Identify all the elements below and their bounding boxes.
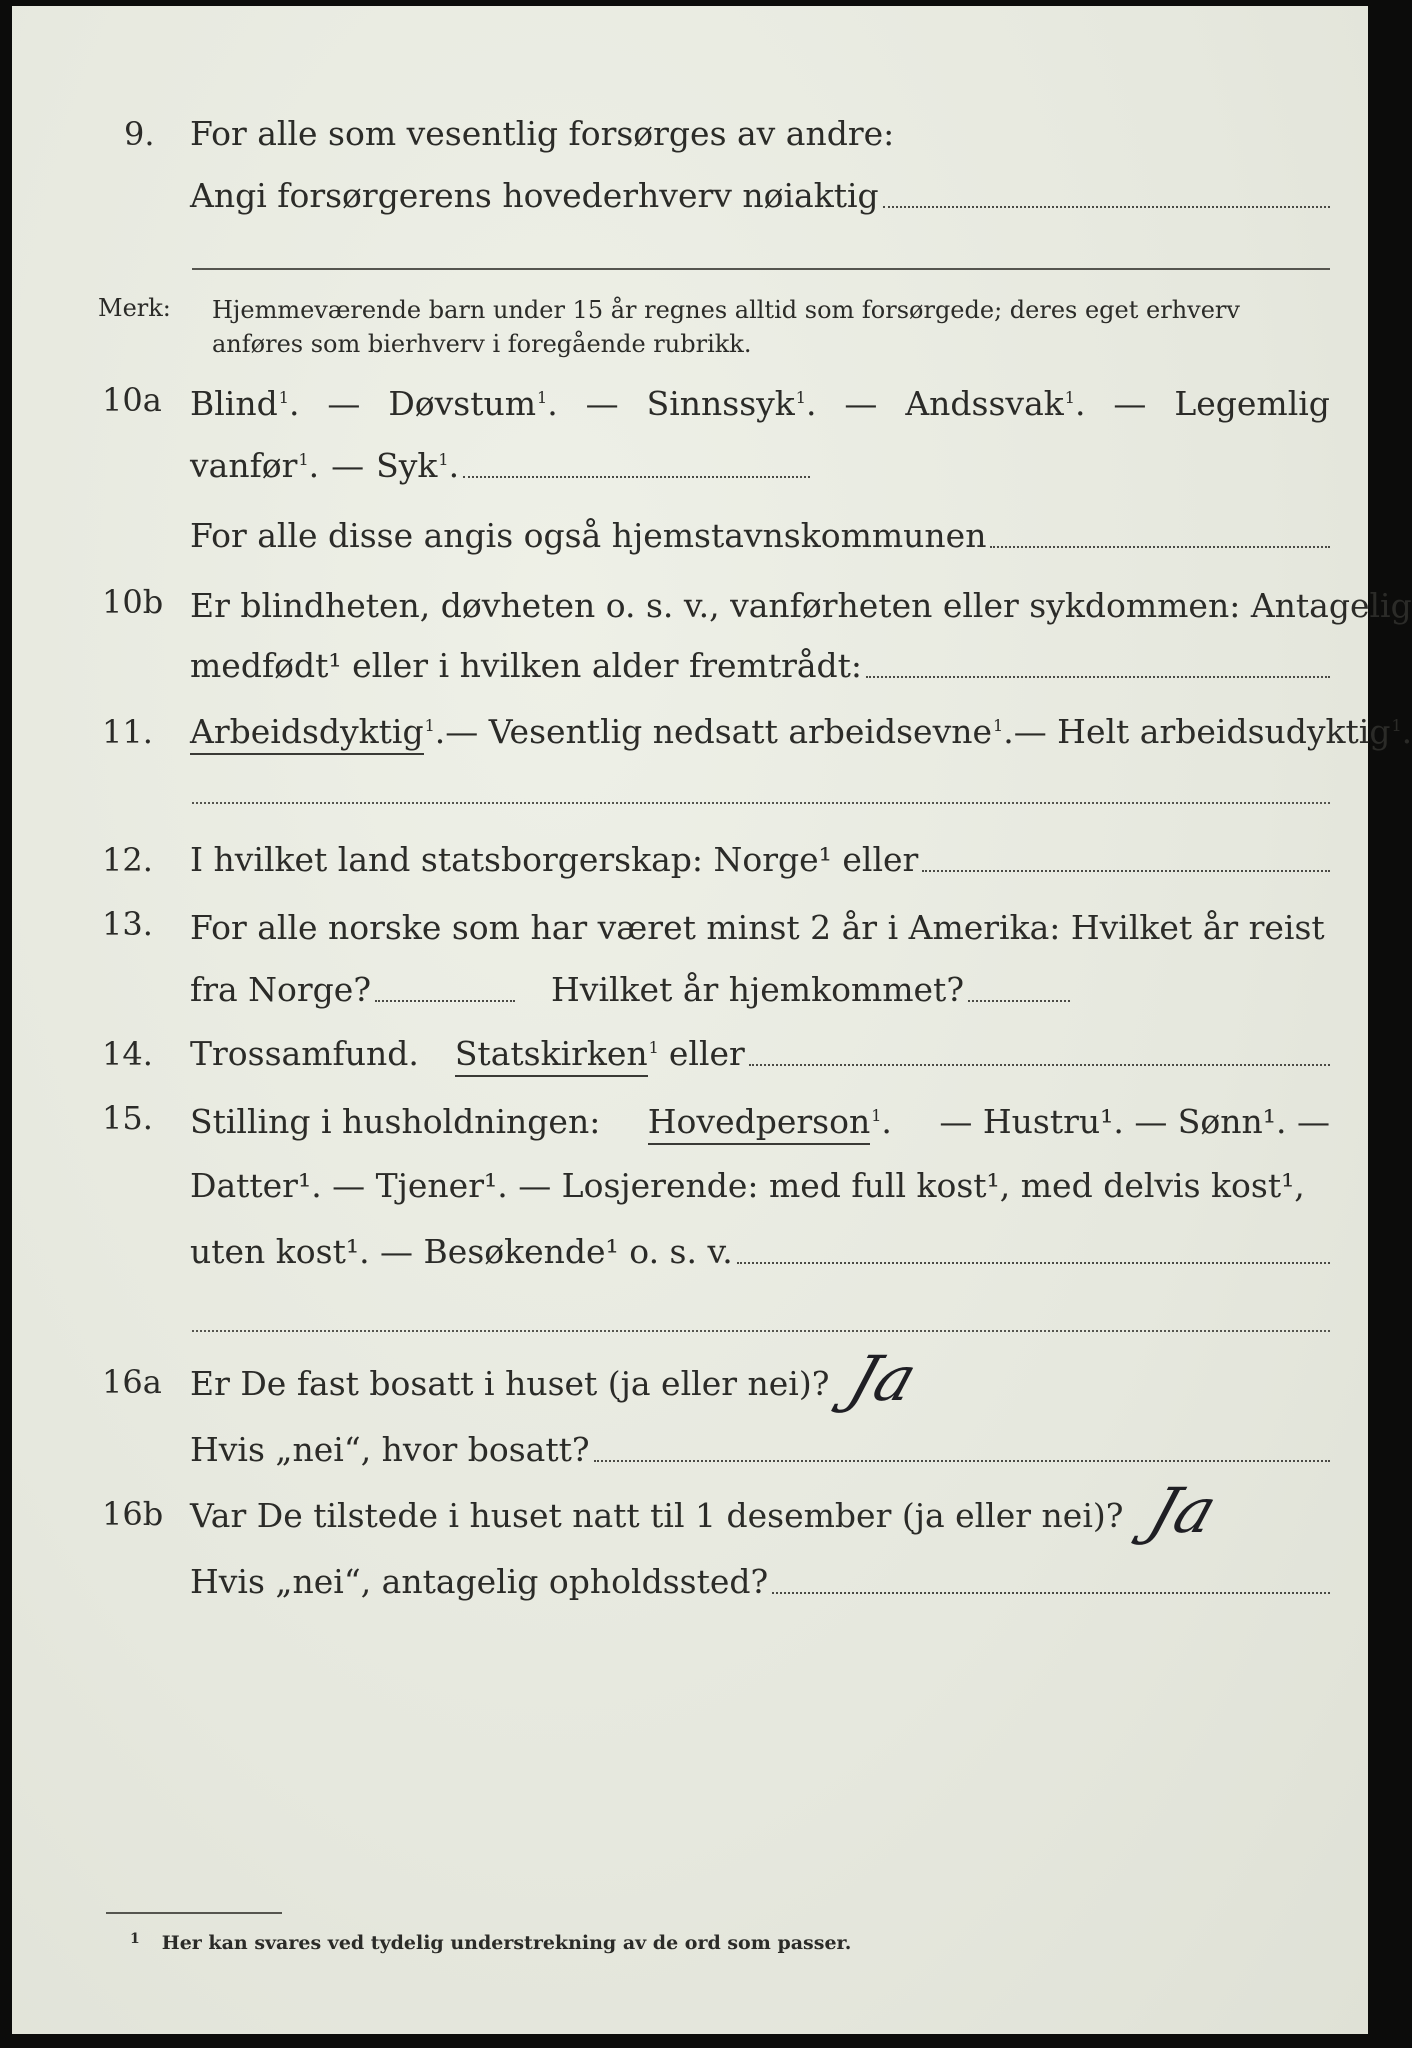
q16a-line1-text: Er De fast bosatt i huset (ja eller nei)? <box>190 1364 830 1403</box>
q10b-line1 <box>190 586 1412 626</box>
merk-label-text: Merk: <box>98 294 171 322</box>
q12-number: 12. <box>102 841 153 879</box>
q13-line1-text: For alle norske som har været minst 2 år i Amerika: Hvilket år reist <box>190 908 1325 947</box>
q14-answer-line[interactable] <box>749 1064 1330 1066</box>
q10a-dovstum[interactable]: Døvstum$^1$. <box>388 384 558 423</box>
q14-line1 <box>190 1034 1330 1074</box>
q15-line3-options[interactable]: uten kost¹. — Besøkende¹ o. s. v. <box>190 1232 733 1271</box>
q15-line2 <box>190 1166 1330 1206</box>
q9-answer-line[interactable] <box>883 206 1330 208</box>
q10a-blind[interactable]: Blind$^1$. <box>190 384 300 423</box>
q16b-answer-handwritten[interactable]: Ja <box>1140 1474 1226 1547</box>
q13-hjemkommet-line[interactable] <box>968 1000 1070 1002</box>
q13-line1 <box>190 908 1330 948</box>
q15-line1-options[interactable]: — Hustru¹. — Sønn¹. — <box>939 1102 1330 1141</box>
q16b-line2 <box>190 1562 1330 1602</box>
q16a-number: 16a <box>102 1363 162 1401</box>
q12-answer-line[interactable] <box>922 870 1330 872</box>
q10a-sinnssyk[interactable]: Sinnssyk$^1$. <box>646 384 817 423</box>
q15-extra-line[interactable] <box>192 1330 1330 1332</box>
footnote-text: Her kan svares ved tydelig understrekning av de ord som passer. <box>161 1932 852 1954</box>
q10a-line3-text: For alle disse angis også hjemstavnskommunen <box>190 516 987 555</box>
q16a-answer-handwritten[interactable]: Ja <box>840 1342 926 1415</box>
q13-reist-label: fra Norge? <box>190 970 372 1009</box>
q16b-line1-text: Var De tilstede i huset natt til 1 desember (ja eller nei)? <box>190 1496 1124 1535</box>
q10b-answer-line[interactable] <box>866 676 1330 678</box>
q10a-line1: Blind$^1$. — Døvstum$^1$. — Sinnssyk$^1$. — Andssvak$^1$. — Legemlig <box>190 384 1330 423</box>
q11-line1 <box>190 712 1412 752</box>
footnote-mark: 1 <box>130 1931 140 1947</box>
q10a-line2: vanfør$^1$. — Syk$^1$. <box>190 446 810 486</box>
q14-eller: eller <box>668 1034 745 1073</box>
merk-line2 <box>212 328 1332 360</box>
q16a-answer-line[interactable] <box>594 1460 1330 1462</box>
q11-answer-line[interactable] <box>192 802 1330 804</box>
q14-label: Trossamfund. <box>190 1034 419 1073</box>
q9-line2 <box>190 176 1330 216</box>
q10a-legemlig[interactable]: Legemlig <box>1174 384 1330 423</box>
q15-line1 <box>190 1102 1330 1142</box>
q10a-line3 <box>190 516 1330 556</box>
footnote-rule <box>106 1912 282 1914</box>
merk-label <box>98 292 171 324</box>
q9-line2-text: Angi forsørgerens hovederhverv nøiaktig <box>190 176 879 215</box>
q14-statskirken[interactable]: Statskirken$^1$ <box>455 1034 659 1074</box>
q15-answer-line[interactable] <box>737 1262 1330 1264</box>
census-form-page <box>12 6 1412 2034</box>
q13-number: 13. <box>102 905 153 943</box>
q16b-number: 16b <box>102 1495 164 1533</box>
q9-line1-text: For alle som vesentlig forsørges av andre: <box>190 114 895 153</box>
q15-line2-options[interactable]: Datter¹. — Tjener¹. — Losjerende: med full kost¹, med delvis kost¹, <box>190 1166 1305 1205</box>
q13-reist-line[interactable] <box>375 1000 515 1002</box>
q10b-line2 <box>190 646 1330 686</box>
q11-helt[interactable]: — Helt arbeidsudyktig$^1$. <box>1013 712 1412 751</box>
q15-line1-label: Stilling i husholdningen: <box>190 1102 601 1141</box>
q12-text: I hvilket land statsborgerskap: Norge¹ eller <box>190 840 919 879</box>
q10a-hjemstavn-line[interactable] <box>990 546 1330 548</box>
q12-line1 <box>190 840 1330 880</box>
q11-vesentlig[interactable]: — Vesentlig nedsatt arbeidsevne$^1$. <box>445 712 1014 751</box>
q11-arbeidsdyktig[interactable]: Arbeidsdyktig$^1$. <box>190 712 445 752</box>
q10b-number: 10b <box>102 583 164 621</box>
q13-hjemkommet-label: Hvilket år hjemkommet? <box>551 970 965 1009</box>
q14-number: 14. <box>102 1035 153 1073</box>
q13-line2 <box>190 970 1070 1010</box>
q16b-answer-line[interactable] <box>772 1592 1330 1594</box>
q16a-line2-text: Hvis „nei“, hvor bosatt? <box>190 1430 590 1469</box>
q16b-line2-text: Hvis „nei“, antagelig opholdssted? <box>190 1562 769 1601</box>
merk-line1 <box>212 294 1332 326</box>
q16a-line2 <box>190 1430 1330 1470</box>
q10a-syk-line[interactable] <box>463 476 810 478</box>
footnote <box>130 1932 851 1954</box>
q9-extra-line[interactable] <box>192 268 1330 270</box>
q15-number: 15. <box>102 1099 153 1137</box>
q10a-number: 10a <box>102 381 162 419</box>
merk-line1-text: Hjemmeværende barn under 15 år regnes alltid som forsørgede; deres eget erhverv <box>212 296 1240 324</box>
q10a-syk[interactable]: Syk$^1$. <box>376 446 460 485</box>
q9-number: 9. <box>124 115 155 153</box>
q10b-line2-text: medfødt¹ eller i hvilken alder fremtrådt: <box>190 646 863 685</box>
q15-line3 <box>190 1232 1330 1272</box>
q15-hovedperson[interactable]: Hovedperson$^1$. <box>648 1102 892 1142</box>
merk-line2-text: anføres som bierhverv i foregående rubrikk. <box>212 330 752 358</box>
q10a-vanfor[interactable]: vanfør$^1$. <box>190 446 320 485</box>
q9-line1 <box>190 114 1330 154</box>
q10b-line1-text: Er blindheten, døvheten o. s. v., vanførheten eller sykdommen: Antagelig <box>190 586 1412 625</box>
q10a-andssvak[interactable]: Andssvak$^1$. <box>905 384 1086 423</box>
q11-number: 11. <box>102 713 153 751</box>
